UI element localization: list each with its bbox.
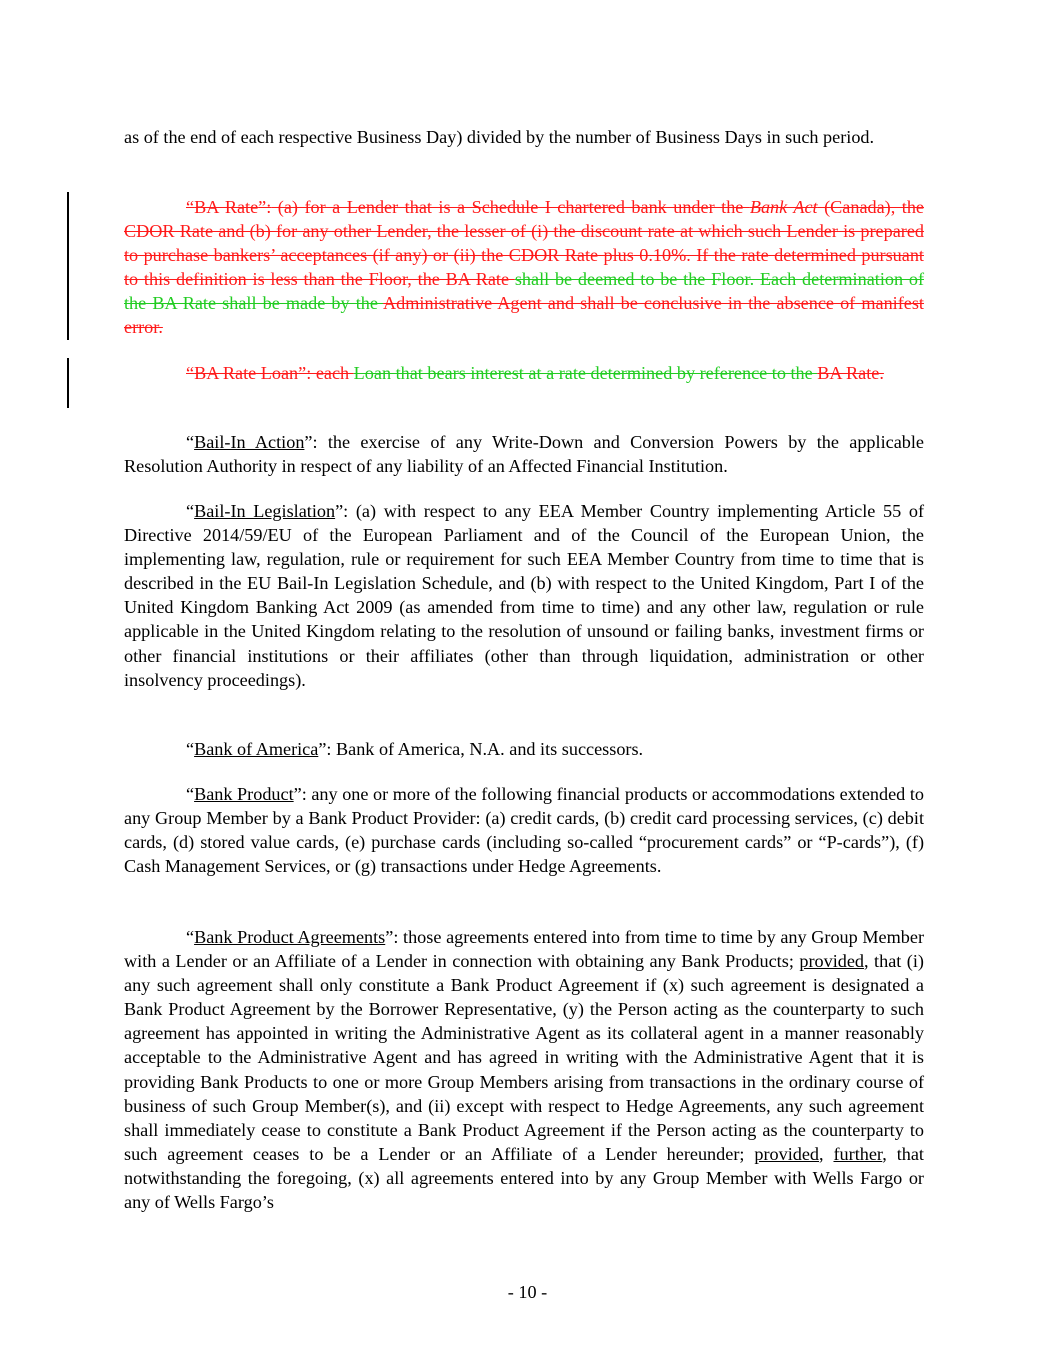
defined-term: Bail-In Legislation — [194, 501, 336, 521]
definition-bank-product: “Bank Product”: any one or more of the following financial products or accommodations extended to any Group Member by a Bank Product Provider: (a) credit cards, (b) credit card processing services, (c) debit cards, (d) stored value cards, (e) purchase cards (including so-called “procurement cards” or “P-cards”), (f) Cash Management Services, or (g) transactions under Hedge Agreements. — [124, 784, 924, 877]
defined-term: Bank Product Agreements — [194, 927, 386, 947]
definition-bank-of-america: “Bank of America”: Bank of America, N.A. and its successors. — [186, 739, 644, 759]
defined-term: Bank of America — [194, 739, 319, 759]
defined-term: BA Rate Loan — [194, 363, 299, 383]
definition-bank-product-agreements: “Bank Product Agreements”: those agreements entered into from time to time by any Group Member with a Lender or an Affiliate of a Lender in connection with obtaining any Bank Products; provided, that (i) any such agreement shall only constitute a Bank Product Agreement if (x) such agreement is designated a Bank Product Agreement by the Borrower Representative, (y) the Person acting as the counterparty to such agreement has appointed in writing the Administrative Agent as its collateral agent in a manner reasonably acceptable to the Administrative Agent and has agreed in writing with the Administrative Agent that it is providing Bank Products to one or more Group Members arising from transactions in the ordinary course of business of such Group Member(s), and (ii) except with respect to Hedge Agreements, any such agreement shall immediately cease to constitute a Bank Product Agreement if the Person acting as the counterparty to such agreement ceases to be a Lender or an Affiliate of a Lender hereunder; provided, further, that notwithstanding the foregoing, (x) all agreements entered into by any Group Member with Wells Fargo or any of Wells Fargo’s — [124, 927, 924, 1213]
defined-term: Bail-In Action — [194, 432, 305, 452]
defined-term: Bank Product — [194, 784, 294, 804]
defined-term: BA Rate — [194, 197, 259, 217]
definition-ba-rate-loan: “BA Rate Loan”: each Loan that bears interest at a rate determined by reference to the BA Rate. — [186, 363, 884, 383]
page-number: - 10 - — [507, 1282, 548, 1302]
definition-bail-in-legislation: “Bail-In Legislation”: (a) with respect to any EEA Member Country implementing Article 55 of Directive 2014/59/EU of the European Parliament and of the Council of the European Union, the implementing law, regulation, rule or requirement for such EEA Member Country from time to time that is described in the EU Bail-In Legislation Schedule, and (b) with respect to the United Kingdom, Part I of the United Kingdom Banking Act 2009 (as amended from time to time) and any other law, regulation or rule applicable in the United Kingdom relating to the resolution of unsound or failing banks, investment firms or other financial institutions or their affiliates (other than through liquidation, administration or other insolvency proceedings). — [124, 501, 924, 690]
change-bar — [67, 358, 69, 408]
change-bar — [67, 192, 69, 340]
definition-bail-in-action: “Bail-In Action”: the exercise of any Write-Down and Conversion Powers by the applicable Resolution Authority in respect of any liability of an Affected Financial Institution. — [124, 432, 924, 477]
definition-ba-rate: “BA Rate”: (a) for a Lender that is a Schedule I chartered bank under the Bank Act (Canada), the CDOR Rate and (b) for any other Lender, the lesser of (i) the discount rate at which such Lender is prepared to purchase bankers’ acceptances (if any) or (ii) the CDOR Rate plus 0.10%. If the rate determined pursuant to this definition is less than the Floor, the BA Rate shall be deemed to be the Floor. Each determination of the BA Rate shall be made by the Administrative Agent and shall be conclusive in the absence of manifest error. — [124, 197, 924, 338]
paragraph-continuation: as of the end of each respective Business Day) divided by the number of Business Days in such period. — [124, 127, 875, 147]
